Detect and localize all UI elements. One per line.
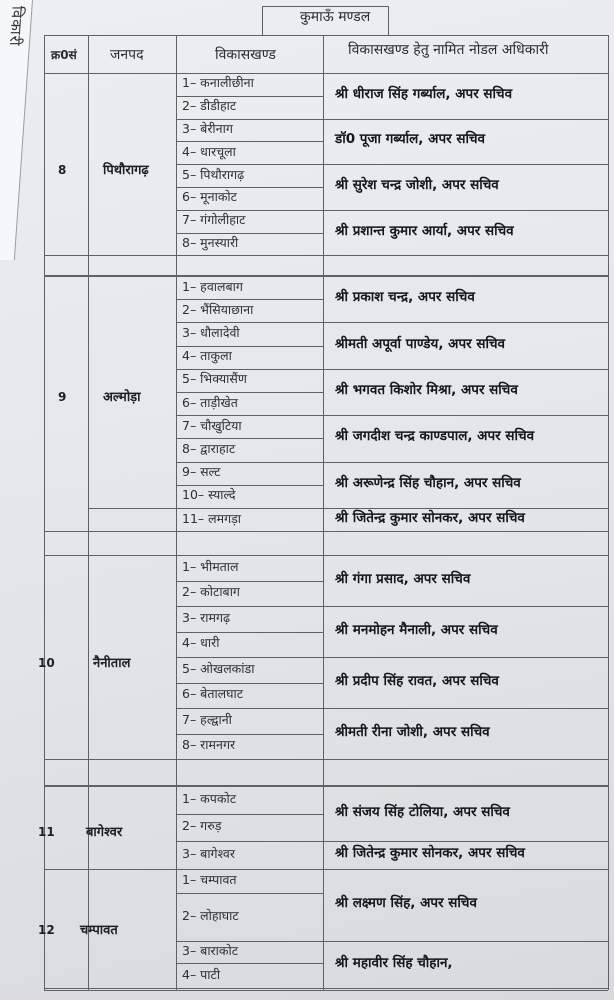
block-row-rule [176, 941, 323, 942]
block-name: 8– द्वाराहाट [182, 441, 236, 456]
col-sno-left-rule [44, 35, 45, 990]
block-name: 9– सल्ट [182, 464, 221, 480]
block-row-rule [176, 438, 323, 439]
serial-number: 8 [58, 163, 67, 177]
block-row-rule [176, 657, 323, 658]
title-left-rule [262, 6, 263, 35]
block-name: 2– डीडीहाट [182, 98, 237, 114]
title-right-rule [388, 6, 389, 35]
officer-name: श्री गंगा प्रसाद, अपर सचिव [335, 570, 471, 587]
district-name: पिथौरागढ़ [103, 163, 149, 178]
officer-name: श्री प्रदीप सिंह रावत, अपर सचिव [335, 672, 499, 689]
officer-name: श्री प्रशान्त कुमार आर्या, अपर सचिव [335, 222, 514, 239]
block-name: 4– धारी [182, 635, 220, 651]
block-row-rule [176, 164, 323, 165]
officer-row-rule [323, 508, 608, 509]
block-name: 7– चौखुटिया [182, 417, 242, 433]
block-name: 2– गरुड़ [182, 818, 222, 834]
district-name: नैनीताल [93, 656, 131, 671]
district-name: बागेश्वर [86, 825, 123, 840]
block-row-rule [176, 632, 323, 633]
officer-row-rule [323, 462, 608, 463]
block-row-rule [176, 119, 323, 120]
table-bottom-rule [44, 990, 608, 991]
block-row-rule [176, 683, 323, 684]
officer-name: श्री जगदीश चन्द्र काण्डपाल, अपर सचिव [335, 428, 535, 445]
block-row-rule [176, 893, 323, 894]
block-row-rule [88, 508, 323, 509]
block-name: 3– रामगढ़ [182, 609, 231, 625]
block-name: 11– लमगड़ा [182, 510, 242, 526]
officer-row-rule [323, 708, 608, 709]
block-name: 1– हवालबाग [182, 278, 243, 294]
officer-row-rule [323, 164, 608, 165]
serial-number: 11 [38, 825, 55, 839]
officer-name: श्री भगवत किशोर मिश्रा, अपर सचिव [335, 382, 518, 398]
block-name: 1– भीमताल [182, 558, 239, 574]
officer-name: डॉ0 पूजा गर्ब्याल, अपर सचिव [335, 131, 486, 148]
block-name: 3– बाराकोट [182, 943, 239, 958]
header-top-rule [44, 35, 608, 36]
block-name: 5– पिथौरागढ़ [182, 166, 245, 182]
block-name: 2– कोटाबाग [182, 584, 240, 600]
group-top-rule [44, 276, 608, 277]
block-name: 1– कपकोट [182, 790, 237, 806]
block-row-rule [176, 415, 323, 416]
serial-number: 12 [38, 923, 55, 937]
officer-row-rule [323, 369, 608, 370]
officer-row-rule [323, 841, 608, 842]
block-row-rule [176, 322, 323, 323]
serial-number: 10 [38, 656, 55, 670]
group-top-rule [44, 786, 608, 787]
block-name: 5– भिक्यासैंण [182, 371, 247, 387]
block-row-rule [176, 392, 323, 393]
block-name: 4– ताकुला [182, 348, 232, 364]
officer-name: श्री मनमोहन मैनाली, अपर सचिव [335, 621, 498, 638]
officer-row-rule [323, 606, 608, 607]
officer-name: श्री प्रकाश चन्द्र, अपर सचिव [335, 289, 475, 306]
group-bottom-rule [44, 255, 608, 256]
officer-name: श्री संजय सिंह टोलिया, अपर सचिव [335, 803, 510, 820]
officer-name: श्री धीराज सिंह गर्ब्याल, अपर सचिव [335, 85, 513, 102]
officer-name: श्रीमती रीना जोशी, अपर सचिव [335, 723, 490, 740]
block-row-rule [176, 708, 323, 709]
officer-name: श्री महावीर सिंह चौहान, [335, 954, 453, 971]
block-name: 5– ओखलकांडा [182, 660, 255, 676]
block-row-rule [176, 462, 323, 463]
block-name: 6– ताड़ीखेत [182, 394, 238, 410]
group-bottom-rule [44, 531, 608, 532]
officer-name: श्री सुरेश चन्द्र जोशी, अपर सचिव [335, 177, 499, 193]
col-officer-right-rule [608, 35, 609, 990]
mandal-title: कुमाऊँ मण्डल [300, 9, 371, 25]
officer-row-rule [323, 210, 608, 211]
group-top-rule [44, 555, 608, 556]
block-row-rule [176, 369, 323, 370]
header-sno: क्र0सं [51, 48, 77, 62]
block-name: 2– लोहाघाट [182, 908, 239, 923]
officer-row-rule [323, 941, 608, 942]
block-row-rule [176, 963, 323, 964]
officer-row-rule [323, 657, 608, 658]
block-row-rule [176, 210, 323, 211]
col-district-right-rule [176, 35, 177, 990]
header-district: जनपद [110, 47, 144, 63]
block-row-rule [176, 233, 323, 234]
block-row-rule [176, 187, 323, 188]
block-name: 8– मुनस्यारी [182, 235, 239, 250]
district-name: चम्पावत [80, 923, 118, 938]
officer-name: श्रीमती अपूर्वा पाण्डेय, अपर सचिव [335, 335, 506, 352]
edge-text: विकारी [5, 6, 27, 47]
block-name: 7– गंगोलीहाट [182, 212, 246, 228]
officer-row-rule [323, 119, 608, 120]
block-name: 4– पाटी [182, 966, 221, 982]
group-top-rule [44, 869, 608, 870]
block-row-rule [176, 299, 323, 300]
title-top-rule [262, 6, 388, 7]
block-name: 6– मूनाकोट [182, 189, 237, 205]
group-top-rule [44, 73, 608, 74]
block-row-rule [176, 96, 323, 97]
header-block: विकासखण्ड [215, 47, 276, 63]
officer-name: श्री जितेन्द्र कुमार सोनकर, अपर सचिव [335, 509, 525, 526]
block-name: 10– स्याल्दे [182, 487, 236, 503]
officer-name: श्री लक्ष्मण सिंह, अपर सचिव [335, 895, 477, 911]
block-name: 3– धौलादेवी [182, 325, 240, 340]
block-row-rule [176, 346, 323, 347]
block-row-rule [176, 485, 323, 486]
block-row-rule [176, 141, 323, 142]
block-name: 3– बागेश्वर [182, 846, 235, 861]
group-bottom-rule [44, 759, 608, 760]
officer-row-rule [323, 322, 608, 323]
block-name: 4– धारचूला [182, 143, 236, 159]
serial-number: 9 [58, 390, 67, 404]
block-name: 1– चम्पावत [182, 872, 237, 887]
block-row-rule [176, 814, 323, 815]
block-name: 2– भैंसियाछाना [182, 301, 254, 317]
block-name: 6– बेतालघाट [182, 686, 244, 702]
block-name: 8– रामनगर [182, 737, 236, 753]
officer-name: श्री अरूणेन्द्र सिंह चौहान, अपर सचिव [335, 474, 521, 491]
block-row-rule [176, 606, 323, 607]
block-name: 3– बेरीनाग [182, 121, 233, 136]
block-row-rule [176, 581, 323, 582]
col-block-right-rule [323, 35, 324, 990]
officer-row-rule [323, 415, 608, 416]
header-officer: विकासखण्ड हेतु नामित नोडल अधिकारी [348, 42, 549, 58]
block-name: 7– हल्द्वानी [182, 711, 232, 727]
officer-name: श्री जितेन्द्र कुमार सोनकर, अपर सचिव [335, 845, 525, 861]
district-name: अल्मोड़ा [103, 390, 141, 405]
col-sno-right-rule [88, 35, 89, 990]
group-bottom-rule [44, 988, 608, 989]
block-row-rule [176, 841, 323, 842]
block-row-rule [176, 734, 323, 735]
block-name: 1– कनालीछीना [182, 75, 254, 91]
